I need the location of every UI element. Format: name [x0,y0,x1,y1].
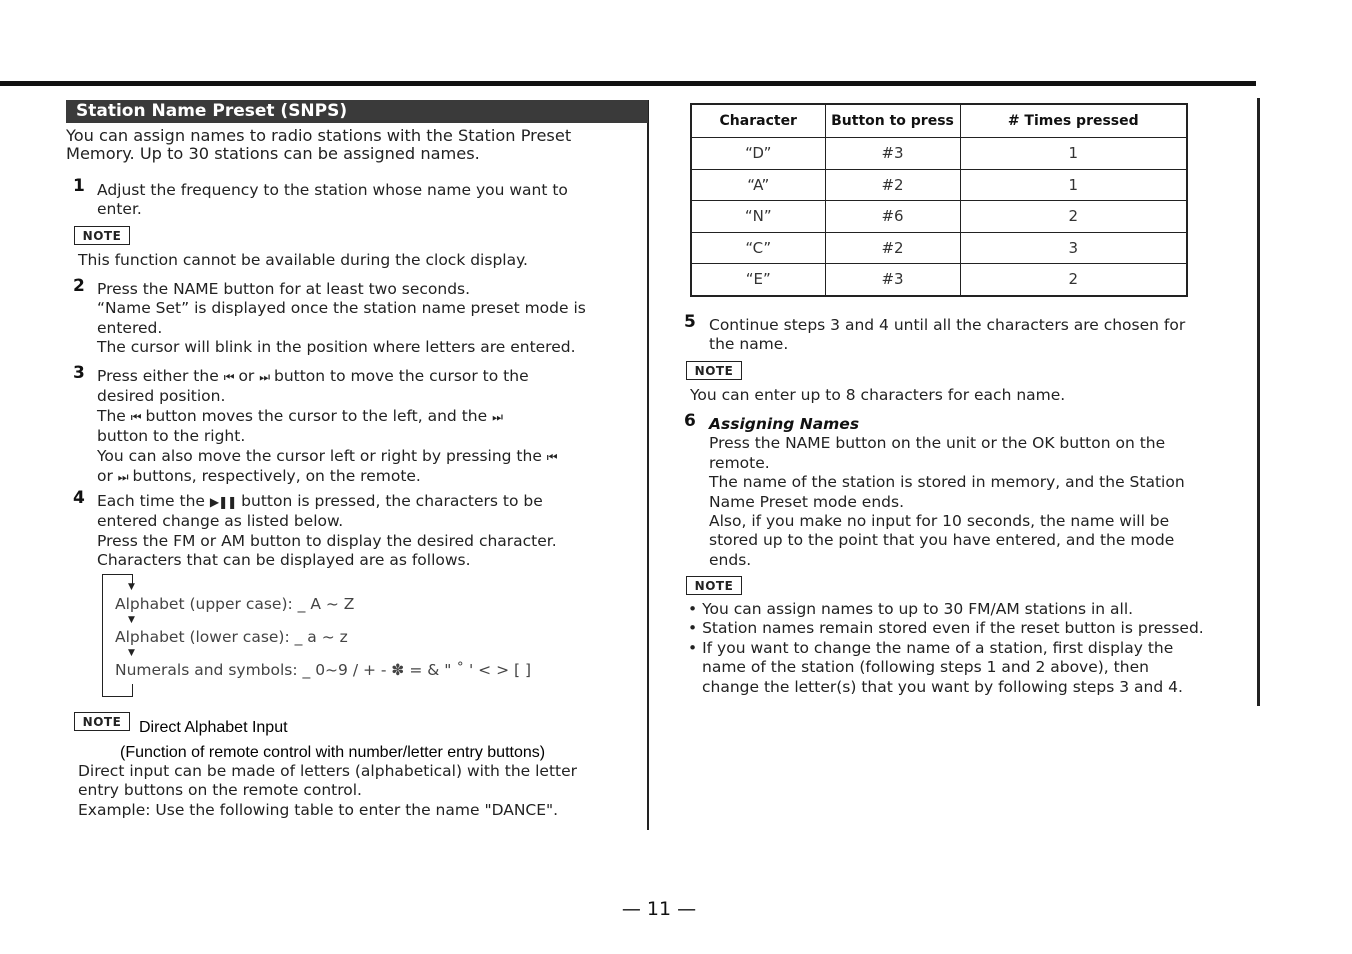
step-line: entered change as listed below. [97,512,344,531]
flow-item-lower: Alphabet (lower case): _ a ~ z [115,628,348,646]
next-track-icon: ⏭ [117,470,128,485]
table-row [691,232,1187,264]
step-5-text [709,316,1185,355]
list-item-text: You can assign names to up to 30 FM/AM stations in all. [702,600,1134,618]
step-text: buttons, respectively, on the remote. [132,467,421,486]
table-header-row [691,104,1187,138]
step-line: The cursor will blink in the position where letters are entered. [97,338,576,357]
intro-text [66,127,571,163]
step-6-text [709,415,1185,570]
column-header: Button to press [825,104,960,138]
direct-line: entry buttons on the remote control. [78,781,362,800]
step-line: desired position. [97,387,226,406]
note-text: This function cannot be available during the clock display. [78,251,528,269]
step-line: Name Preset mode ends. [709,492,904,511]
list-item-continuation: change the letter(s) that you want by following steps 3 and 4. [702,677,1183,696]
step-line: entered. [97,318,163,337]
step-line: the name. [709,335,789,354]
table-cell: 1 [960,138,1187,170]
table-row [691,264,1187,296]
step-number: 6 [684,411,696,431]
step-text: button is pressed, the characters to be [241,492,543,510]
list-item: • If you want to change the name of a station, first display the [688,638,1174,657]
step-text: You can also move the cursor left or right by pressing the [97,446,542,465]
flow-line [102,574,103,696]
previous-track-icon: ⏮ [130,409,141,424]
column-divider [647,100,649,830]
top-rule [0,81,1256,86]
table-cell: 2 [960,201,1187,233]
next-track-icon: ⏭ [492,409,502,424]
step-text: button moves the cursor to the left, and the [145,406,488,425]
list-item-continuation: name of the station (following steps 1 and 2 above), then [702,658,1149,677]
direct-line: Direct input can be made of letters (alphabetical) with the letter [78,762,578,780]
previous-track-icon: ⏮ [546,449,557,464]
step-number: 1 [73,176,85,196]
step-line: stored up to the point that you have entered, and the mode [709,531,1175,550]
previous-track-icon: ⏮ [223,370,234,384]
flow-line [102,696,133,697]
step-2-text [97,280,586,358]
step-text: The [97,406,126,425]
step-line: remote. [709,453,770,472]
list-item-text: Station names remain stored even if the reset button is pressed. [702,619,1204,638]
table-row [691,138,1187,170]
note-label: NOTE [74,712,130,731]
step-line: Also, if you make no input for 10 seconds, the name will be [709,512,1170,531]
direct-input-subtitle: (Function of remote control with number/letter entry buttons) [120,744,546,761]
table-cell: “D” [691,138,825,170]
step-line: enter. [97,200,142,219]
note-label: NOTE [74,226,130,245]
step-line: The name of the station is stored in memory, and the Station [709,473,1185,492]
step-text: Each time the [97,492,205,510]
step-line: Continue steps 3 and 4 until all the characters are chosen for [709,316,1186,334]
final-notes-list [688,600,1258,697]
step-line: Press the NAME button on the unit or the OK button on the [709,434,1166,453]
list-item: • Station names remain stored even if the reset button is pressed. [688,619,1204,638]
table-cell: #2 [825,169,960,201]
step-number: 5 [684,312,696,332]
page-number: — 11 — [621,898,697,920]
table-cell: #3 [825,138,960,170]
step-3-text [97,367,557,487]
note-label: NOTE [686,576,742,595]
table-cell: “A” [691,169,825,201]
step-text: Press either the [97,367,219,385]
next-track-icon: ⏭ [259,370,270,384]
flow-line [102,574,133,575]
table-cell: 1 [960,169,1187,201]
step-number: 3 [73,363,85,383]
step-line: ends. [709,550,752,569]
step-line: Press the FM or AM button to display the desired character. [97,531,557,550]
step-line: button to the right. [97,427,246,446]
table-cell: “C” [691,232,825,264]
table-cell: “N” [691,201,825,233]
down-arrow-icon: ▼ [128,582,135,592]
step-text: button to move the cursor to the [273,367,529,385]
table-cell: “E” [691,264,825,296]
step-text: or [238,367,255,385]
column-header: Character [691,104,825,138]
intro-line: You can assign names to radio stations with the Station Preset [66,126,572,145]
down-arrow-icon: ▼ [128,615,135,625]
list-item-text: If you want to change the name of a station, first display the [702,638,1174,657]
note-text: You can enter up to 8 characters for each name. [690,386,1066,404]
flow-line [132,684,133,696]
down-arrow-icon: ▼ [128,648,135,658]
step-text: or [97,467,113,486]
step-line: Characters that can be displayed are as follows. [97,551,471,570]
note-label: NOTE [686,361,742,380]
step-1-text [97,181,568,220]
table-cell: #3 [825,264,960,296]
section-title: Station Name Preset (SNPS) [66,100,648,123]
direct-input-title: Direct Alphabet Input [139,719,288,736]
flow-item-numerals: Numerals and symbols: _ 0~9 / + - ✽ = & " ˚ ' < > [ ] [115,661,532,679]
dance-entry-table [690,103,1188,297]
direct-line: Example: Use the following table to enter the name "DANCE". [78,800,559,819]
step-number: 4 [73,488,85,508]
table-row [691,169,1187,201]
table-cell: 3 [960,232,1187,264]
play-pause-icon: ▶❚❚ [209,495,237,509]
step-line: Adjust the frequency to the station whose name you want to [97,181,568,199]
flow-item-upper: Alphabet (upper case): _ A ~ Z [115,595,355,613]
intro-line: Memory. Up to 30 stations can be assigned names. [66,144,480,163]
table-row [691,201,1187,233]
step-line: “Name Set” is displayed once the station name preset mode is [97,299,586,318]
list-item: • You can assign names to up to 30 FM/AM stations in all. [688,600,1134,618]
table-cell: #2 [825,232,960,264]
column-header: # Times pressed [960,104,1187,138]
table-cell: 2 [960,264,1187,296]
step-number: 2 [73,276,85,296]
direct-input-text [78,762,577,820]
table-cell: #6 [825,201,960,233]
step-line: Press the NAME button for at least two seconds. [97,280,471,298]
step-6-title: Assigning Names [709,415,860,433]
step-4-text [97,492,557,571]
